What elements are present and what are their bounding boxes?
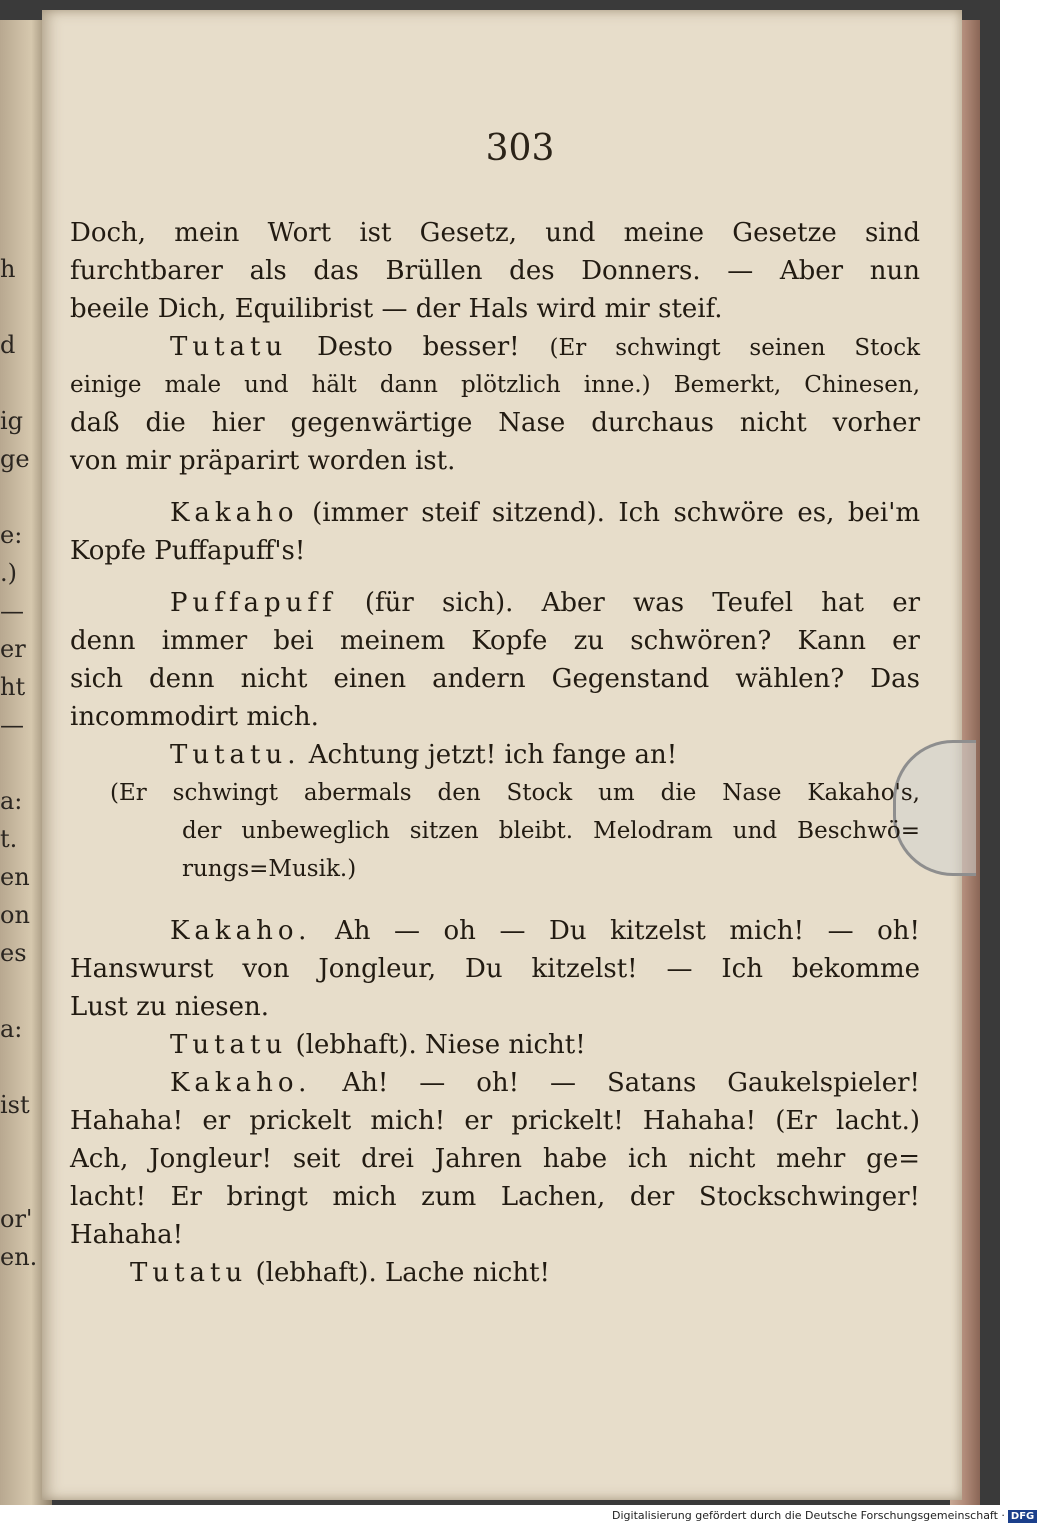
credit-text: Digitalisierung gefördert durch die Deutsche Forschungsgemeinschaft · — [612, 1509, 1005, 1522]
page-number: 303 — [485, 128, 555, 169]
stage-direction-line-3: rungs=Musik.) — [182, 856, 357, 882]
page-text — [70, 214, 920, 1292]
dialogue-line-kakaho-2 — [70, 912, 920, 950]
speaker-name: Kakaho. — [170, 916, 312, 946]
speech-text: Ah — oh — Du kitzelst mich! — oh! — [334, 916, 920, 946]
speaker-name: Kakaho. — [170, 1068, 312, 1098]
dialogue-line-tutatu-2 — [70, 736, 920, 774]
dialogue-line-puffapuff-1 — [70, 584, 920, 622]
speech-text: (lebhaft). Lache nicht! — [255, 1258, 550, 1288]
speaker-name: Tutatu — [170, 1030, 288, 1060]
text-line-6: daß die hier gegenwärtige Nase durchaus nicht vorher — [70, 408, 920, 438]
paragraph-gap — [70, 888, 920, 912]
speech-text: Ah! — oh! — Satans Gaukelspieler! — [342, 1068, 920, 1098]
speaker-name: Tutatu. — [170, 740, 301, 770]
paragraph-gap — [70, 480, 920, 494]
dialogue-line-tutatu-1 — [70, 328, 920, 366]
text-line-9: Kopfe Puffapuff's! — [70, 536, 306, 566]
previous-page-text-fragments: h d ig ge e: .) — er ht — a: t. en on es a: ist or' en. — [0, 255, 38, 1271]
speech-text: (für sich). Aber was Teufel hat er — [364, 588, 921, 618]
speaker-name: Tutatu — [130, 1258, 248, 1288]
digitization-credit — [612, 1508, 1037, 1523]
text-line-3: beeile Dich, Equilibrist — der Hals wird mir steif. — [70, 294, 723, 324]
text-line-24: Ach, Jongleur! seit drei Jahren habe ich nicht mehr ge= — [70, 1144, 920, 1174]
dialogue-line-tutatu-3 — [70, 1026, 920, 1064]
dialogue-line-tutatu-4 — [70, 1254, 920, 1292]
paragraph-gap — [70, 570, 920, 584]
speech-text: Desto besser! — [317, 332, 520, 362]
stage-direction: (Er schwingt seinen Stock — [549, 335, 921, 361]
text-line-2: furchtbarer als das Brüllen des Donners. — Aber nun — [70, 256, 920, 286]
text-line-25: lacht! Er bringt mich zum Lachen, der Stockschwinger! — [70, 1182, 920, 1212]
speech-text: Achtung jetzt! ich fange an! — [308, 740, 678, 770]
text-line-7: von mir präparirt worden ist. — [70, 446, 456, 476]
text-line-5: einige male und hält dann plötzlich inne.) Bemerkt, Chinesen, — [70, 372, 920, 398]
speaker-name: Puffapuff — [170, 588, 337, 618]
dialogue-line-kakaho-3 — [70, 1064, 920, 1102]
speaker-name: Kakaho — [170, 498, 299, 528]
stage-direction-line-1: (Er schwingt abermals den Stock um die Nase Kakaho's, — [110, 780, 920, 806]
stage-direction-line-2: der unbeweglich sitzen bleibt. Melodram und Beschwö= — [182, 818, 920, 844]
text-line-23: Hahaha! er prickelt mich! er prickelt! Hahaha! (Er lacht.) — [70, 1106, 920, 1136]
text-line-13: incommodirt mich. — [70, 702, 319, 732]
speaker-name: Tutatu — [170, 332, 288, 362]
text-line-19: Hanswurst von Jongleur, Du kitzelst! — Ich bekomme — [70, 954, 920, 984]
dfg-logo: DFG — [1008, 1510, 1037, 1523]
text-line-12: sich denn nicht einen andern Gegenstand wählen? Das — [70, 664, 920, 694]
text-line-1: Doch, mein Wort ist Gesetz, und meine Gesetze sind — [70, 218, 920, 248]
text-line-26: Hahaha! — [70, 1220, 184, 1250]
dialogue-line-kakaho-1 — [70, 494, 920, 532]
text-line-20: Lust zu niesen. — [70, 992, 269, 1022]
speech-text: (lebhaft). Niese nicht! — [295, 1030, 586, 1060]
speech-text: (immer steif sitzend). Ich schwöre es, bei'm — [312, 498, 921, 528]
text-line-11: denn immer bei meinem Kopfe zu schwören? Kann er — [70, 626, 920, 656]
